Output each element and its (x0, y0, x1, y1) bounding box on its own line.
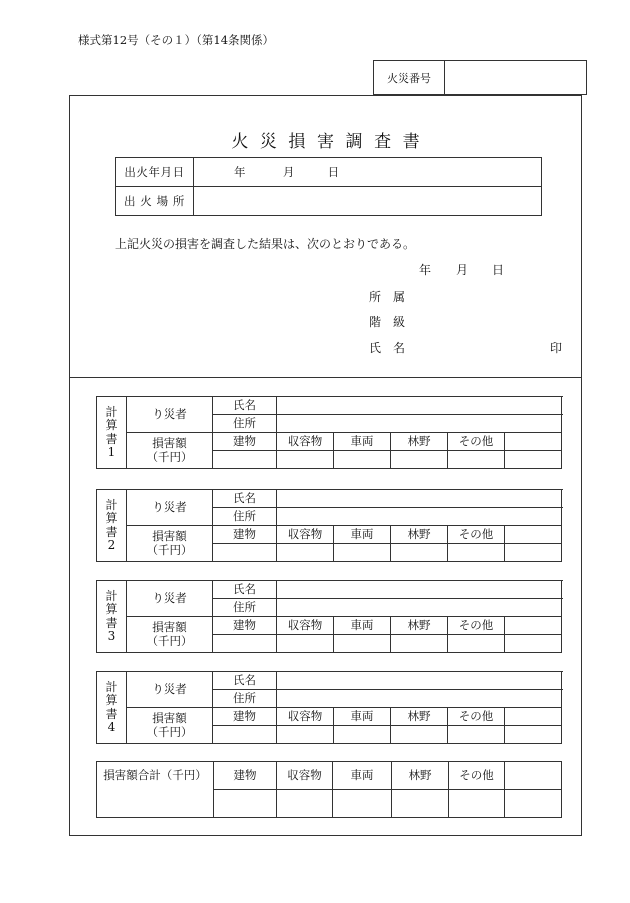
damage-col-forest: 林野 (391, 617, 448, 635)
damage-value-extra[interactable] (505, 726, 562, 744)
fire-number-box (373, 60, 587, 95)
damage-col-contents: 収容物 (277, 708, 334, 726)
damage-value-contents[interactable] (277, 451, 334, 469)
total-col-building: 建物 (214, 762, 277, 790)
calc-sheet-label-char: 算 (105, 418, 118, 433)
calc-sheet-label-char: 算 (105, 511, 118, 526)
victim-address-label: 住所 (213, 415, 277, 433)
calc-sheet-label-char: 3 (107, 628, 116, 643)
fire-place-field[interactable] (194, 187, 542, 216)
damage-amount-label-line2: （千円） (146, 724, 193, 739)
calc-sheet-3 (96, 580, 562, 653)
damage-amount-label (127, 617, 213, 653)
total-value-vehicle[interactable] (333, 790, 392, 818)
damage-col-other: その他 (448, 708, 505, 726)
seal-mark: 印 (550, 341, 563, 355)
calc-sheet-2 (96, 489, 562, 562)
report-date-day: 日 (492, 263, 505, 277)
damage-col-extra (505, 526, 562, 544)
calc-sheet-label-char: 算 (105, 693, 118, 708)
total-value-forest[interactable] (392, 790, 449, 818)
calc-sheet-label-char: 書 (105, 706, 118, 721)
damage-col-building: 建物 (213, 708, 277, 726)
damage-value-contents[interactable] (277, 544, 334, 562)
damage-col-forest: 林野 (391, 708, 448, 726)
total-damage-label: 損害額合計（千円） (97, 762, 214, 818)
total-col-extra (505, 762, 562, 790)
calc-sheet-label-char: 計 (105, 589, 118, 604)
calc-sheet-label (97, 490, 127, 562)
victim-label: り災者 (127, 397, 213, 433)
victim-name-label: 氏名 (213, 672, 277, 690)
damage-col-extra (505, 433, 562, 451)
victim-address-field[interactable] (277, 599, 562, 617)
damage-col-vehicle: 車両 (334, 617, 391, 635)
calc-sheet-1 (96, 396, 562, 469)
total-value-extra[interactable] (505, 790, 562, 818)
total-col-contents: 収容物 (277, 762, 333, 790)
victim-name-label: 氏名 (213, 397, 277, 415)
victim-address-label: 住所 (213, 690, 277, 708)
damage-amount-label-line2: （千円） (146, 633, 193, 648)
damage-col-contents: 収容物 (277, 433, 334, 451)
damage-col-other: その他 (448, 526, 505, 544)
victim-label: り災者 (127, 490, 213, 526)
fire-place-label: 出 火 場 所 (116, 187, 194, 216)
calc-sheet-label-char: 1 (107, 444, 116, 459)
damage-value-extra[interactable] (505, 451, 562, 469)
calc-sheet-4 (96, 671, 562, 744)
damage-value-building[interactable] (213, 635, 277, 653)
fire-date-label: 出火年月日 (116, 158, 194, 187)
form-id: 様式第12号（その１）（第14条関係） (78, 33, 275, 47)
victim-address-field[interactable] (277, 415, 562, 433)
calc-sheet-label-char: 計 (105, 405, 118, 420)
damage-value-vehicle[interactable] (334, 726, 391, 744)
damage-col-extra (505, 617, 562, 635)
total-value-other[interactable] (449, 790, 505, 818)
victim-address-field[interactable] (277, 508, 562, 526)
damage-amount-label (127, 708, 213, 744)
total-value-building[interactable] (214, 790, 277, 818)
total-value-contents[interactable] (277, 790, 333, 818)
rank-label: 階 級 (369, 315, 406, 329)
damage-col-extra (505, 708, 562, 726)
fire-number-field[interactable] (445, 61, 586, 94)
damage-amount-label-line2: （千円） (146, 449, 193, 464)
damage-value-building[interactable] (213, 726, 277, 744)
victim-address-label: 住所 (213, 599, 277, 617)
total-col-forest: 林野 (392, 762, 449, 790)
damage-value-contents[interactable] (277, 726, 334, 744)
damage-col-vehicle: 車両 (334, 526, 391, 544)
damage-col-contents: 収容物 (277, 617, 334, 635)
victim-name-field[interactable] (277, 672, 562, 690)
damage-col-other: その他 (448, 617, 505, 635)
damage-col-forest: 林野 (391, 433, 448, 451)
document-title: 火災損害調査書 (231, 132, 432, 152)
victim-label: り災者 (127, 672, 213, 708)
calc-sheet-label-char: 算 (105, 602, 118, 617)
damage-col-building: 建物 (213, 526, 277, 544)
calc-sheet-label-char: 書 (105, 615, 118, 630)
damage-amount-label (127, 433, 213, 469)
damage-value-contents[interactable] (277, 635, 334, 653)
damage-amount-label-line1: 損害額 (152, 436, 187, 451)
damage-amount-label (127, 526, 213, 562)
total-damage-table (96, 761, 562, 818)
calc-sheet-label-char: 書 (105, 524, 118, 539)
damage-value-extra[interactable] (505, 635, 562, 653)
damage-amount-label-line1: 損害額 (152, 620, 187, 635)
damage-amount-label-line1: 損害額 (152, 529, 187, 544)
damage-amount-label-line1: 損害額 (152, 711, 187, 726)
damage-value-vehicle[interactable] (334, 635, 391, 653)
damage-col-contents: 収容物 (277, 526, 334, 544)
fire-number-label: 火災番号 (374, 61, 445, 94)
damage-col-vehicle: 車両 (334, 708, 391, 726)
fire-date-year: 年 (234, 164, 246, 179)
victim-address-field[interactable] (277, 690, 562, 708)
damage-col-other: その他 (448, 433, 505, 451)
calc-sheet-label-char: 計 (105, 498, 118, 513)
fire-date-day: 日 (327, 164, 340, 179)
victim-address-label: 住所 (213, 508, 277, 526)
damage-value-other[interactable] (448, 544, 505, 562)
damage-value-extra[interactable] (505, 544, 562, 562)
calc-sheet-label (97, 397, 127, 469)
damage-value-forest[interactable] (391, 451, 448, 469)
statement-text: 上記火災の損害を調査した結果は、次のとおりである。 (115, 237, 416, 251)
damage-value-building[interactable] (213, 544, 277, 562)
damage-value-other[interactable] (448, 726, 505, 744)
damage-col-forest: 林野 (391, 526, 448, 544)
calc-sheet-label (97, 581, 127, 653)
victim-name-field[interactable] (277, 581, 562, 599)
damage-value-other[interactable] (448, 451, 505, 469)
fire-date-field[interactable] (194, 158, 542, 187)
calc-sheet-label-char: 計 (105, 680, 118, 695)
section-divider (69, 377, 582, 378)
total-col-other: その他 (449, 762, 505, 790)
calc-sheet-label-char: 4 (107, 719, 116, 734)
damage-value-building[interactable] (213, 451, 277, 469)
fire-info-table (115, 157, 542, 216)
calc-sheet-label (97, 672, 127, 744)
damage-amount-label-line2: （千円） (146, 542, 193, 557)
damage-value-other[interactable] (448, 635, 505, 653)
report-date-year: 年 (419, 263, 432, 277)
fire-date-month: 月 (282, 164, 295, 179)
damage-col-vehicle: 車両 (334, 433, 391, 451)
damage-col-building: 建物 (213, 617, 277, 635)
calc-sheet-label-char: 書 (105, 431, 118, 446)
damage-col-building: 建物 (213, 433, 277, 451)
damage-value-forest[interactable] (391, 635, 448, 653)
damage-value-vehicle[interactable] (334, 544, 391, 562)
affiliation-label: 所 属 (369, 290, 406, 304)
calc-sheet-label-char: 2 (107, 537, 116, 552)
damage-value-vehicle[interactable] (334, 451, 391, 469)
total-col-vehicle: 車両 (333, 762, 392, 790)
victim-name-label: 氏名 (213, 581, 277, 599)
damage-value-forest[interactable] (391, 544, 448, 562)
name-label: 氏 名 (369, 341, 406, 355)
damage-value-forest[interactable] (391, 726, 448, 744)
victim-name-field[interactable] (277, 490, 562, 508)
victim-name-label: 氏名 (213, 490, 277, 508)
victim-label: り災者 (127, 581, 213, 617)
report-date-month: 月 (456, 263, 469, 277)
victim-name-field[interactable] (277, 397, 562, 415)
